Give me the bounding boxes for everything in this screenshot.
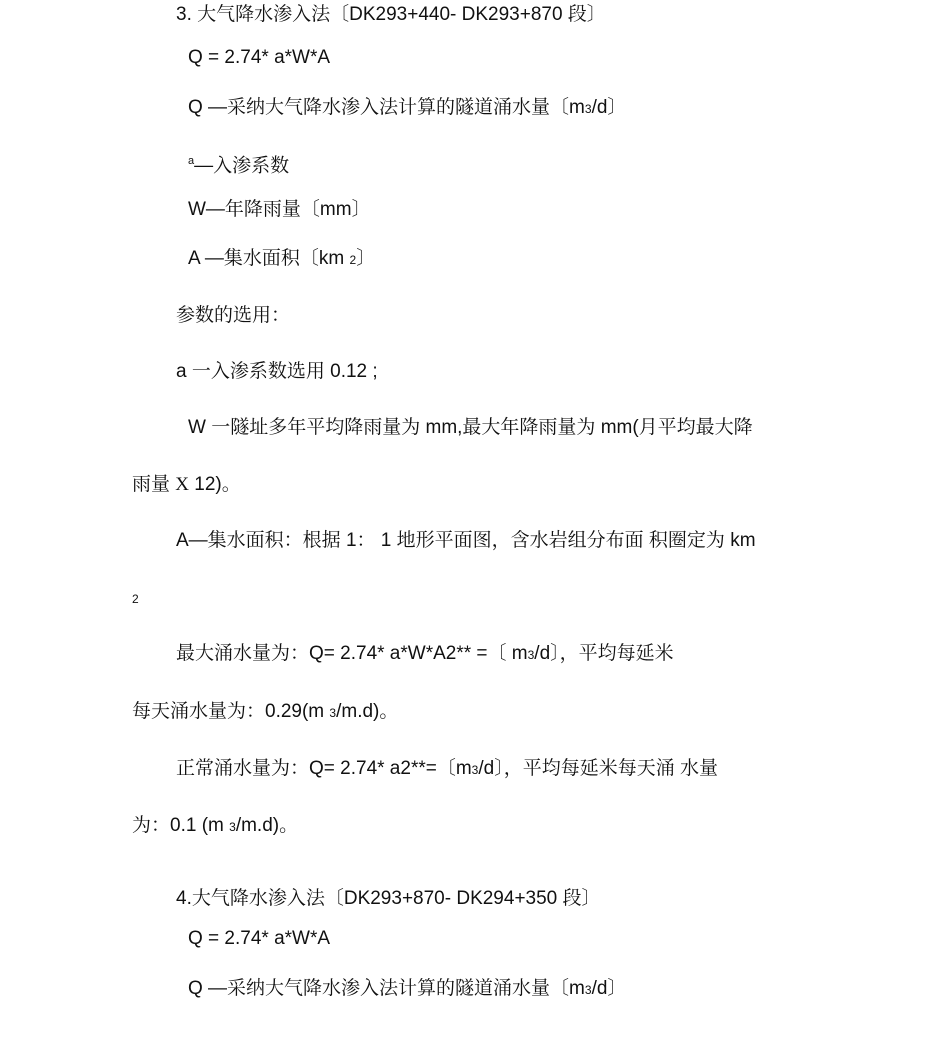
def-q-unit-rest: /d〕: [591, 97, 627, 118]
normal-daily-text: 为：0.1 (m: [132, 815, 230, 836]
param-alpha: a 一入渗系数选用 0.12 ;: [176, 361, 378, 382]
param-w-2x: X: [175, 474, 190, 495]
alpha-symbol: a: [188, 155, 195, 167]
max-daily-inflow: [132, 702, 398, 721]
section3-def-alpha: [188, 156, 289, 175]
s4-def-q-text: Q —采纳大气降水渗入法计算的隧道涌水量〔m: [188, 978, 585, 999]
normal-inflow: [176, 759, 718, 778]
max-inflow-text: 最大涌水量为：Q= 2.74* a*W*A2** =〔 m: [176, 643, 528, 664]
def-q-text: Q —采纳大气降水渗入法计算的隧道涌水量〔m: [188, 97, 585, 118]
def-area-sub: 2: [349, 253, 357, 267]
section3-def-w: W—年降雨量〔mm〕: [188, 199, 371, 220]
section4-heading: 4.大气降水渗入法〔DK293+870- DK294+350 段〕: [176, 888, 601, 909]
def-area-text: A —集水面积〔km: [188, 248, 350, 269]
s4-def-q-rest: /d〕: [591, 978, 627, 999]
section3-def-area: [188, 249, 375, 268]
param-area-line1: A—集水面积：根据 1： 1 地形平面图，含水岩组分布面 积圈定为 km: [176, 530, 756, 551]
param-w-line1: W 一隧址多年平均降雨量为 mm,最大年降雨量为 mm(月平均最大降: [188, 417, 753, 438]
params-title: 参数的选用：: [176, 305, 291, 326]
section4-def-q: [188, 979, 626, 998]
max-inflow-rest: /d〕，平均每延米: [534, 643, 674, 664]
def-area-rest: 〕: [356, 248, 376, 269]
max-inflow-sub: 3: [527, 648, 535, 662]
param-w-line2: [132, 475, 241, 494]
def-q-unit-sub: 3: [584, 102, 592, 116]
s4-def-q-sub: 3: [584, 983, 592, 997]
alpha-text: —入渗系数: [194, 155, 290, 177]
section4-formula: Q = 2.74* a*W*A: [188, 928, 331, 949]
param-w-2a: 雨量: [132, 474, 176, 495]
normal-daily-inflow: [132, 816, 298, 835]
section3-heading: 3. 大气降水渗入法〔DK293+440- DK293+870 段〕: [176, 4, 606, 25]
section3-formula: Q = 2.74* a*W*A: [188, 47, 331, 68]
max-daily-text: 每天涌水量为：0.29(m: [132, 701, 330, 722]
max-daily-sub: 3: [329, 706, 337, 720]
normal-daily-rest: /m.d)。: [235, 815, 299, 836]
section3-def-q: [188, 98, 626, 117]
normal-inflow-text: 正常涌水量为：Q= 2.74* a2**=〔m: [176, 758, 472, 779]
max-daily-rest: /m.d)。: [336, 701, 399, 722]
normal-inflow-rest: /d〕，平均每延米每天涌 水量: [478, 758, 718, 779]
param-w-2b: 12)。: [189, 474, 241, 495]
normal-inflow-sub: 3: [471, 763, 479, 777]
normal-daily-sub: 3: [229, 820, 236, 834]
param-area-line2: 2: [132, 592, 139, 606]
max-inflow: [176, 644, 674, 663]
